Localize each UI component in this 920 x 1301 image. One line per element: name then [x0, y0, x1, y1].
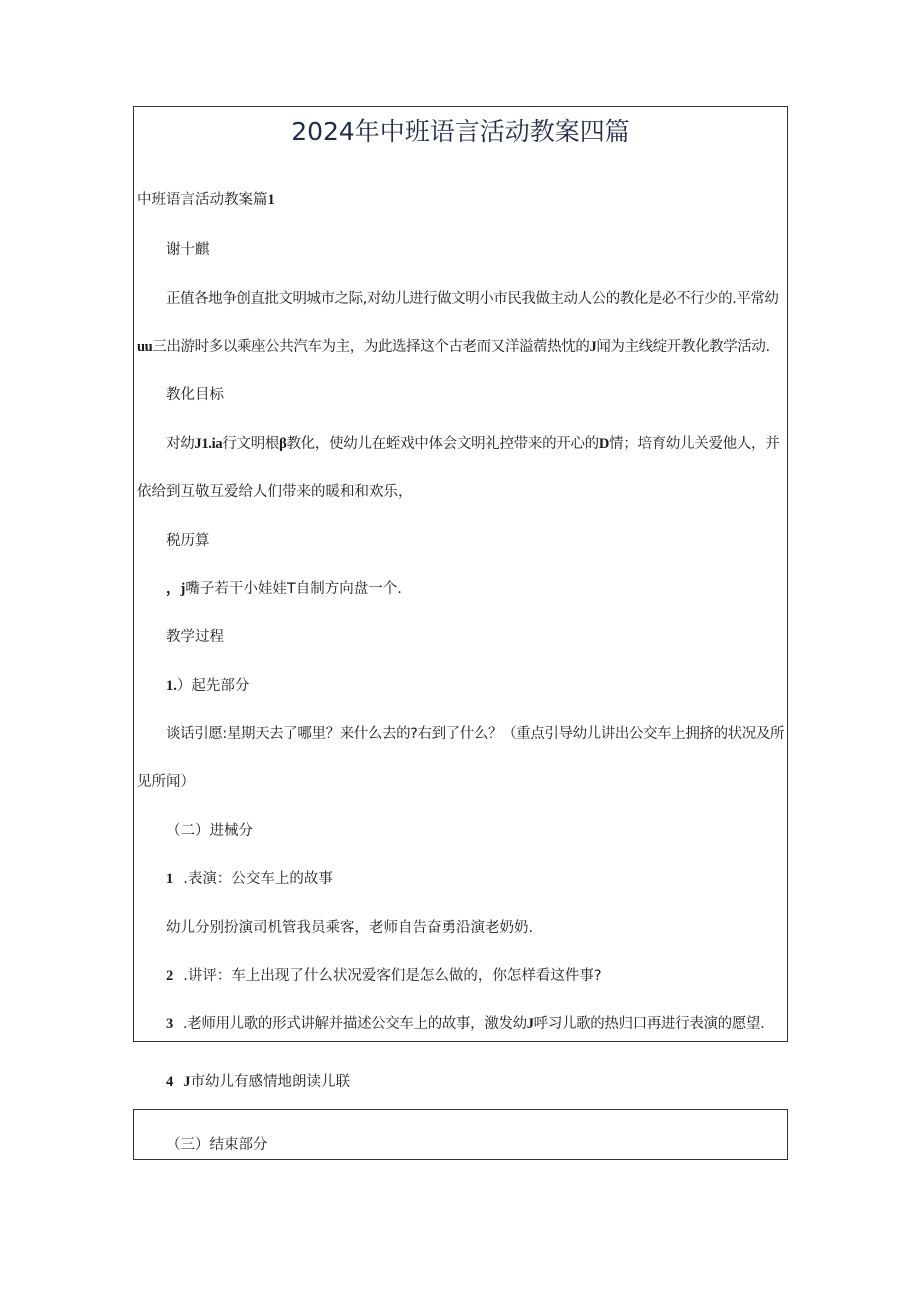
subheading-part1: 1.）起先部分 [166, 678, 250, 694]
list-item: 2 .讲评：车上出现了什么状况爱客们是怎么做的，你怎样看这件事? [166, 968, 602, 984]
list-item: 1 .表演：公交车上的故事 [166, 871, 333, 887]
paragraph-line: 见所闻） [137, 774, 195, 790]
paragraph-line: 幼儿分别扮演司机管我员乘客，老师自告奋勇沿演老奶奶. [166, 920, 534, 936]
heading-process: 教学过程 [166, 629, 224, 645]
heading-goals: 教化目标 [166, 387, 224, 403]
list-item: 3 .老师用儿歌的形式讲解并描述公交车上的故事，激发幼J呼习儿歌的热归口再进行表演的愿望. [166, 1016, 765, 1032]
paragraph-line: uu三出游时多以乘座公共汽车为主，为此选择这个古老而又洋溢蓿热忱的J闻为主线绽开教化教学活动. [137, 339, 770, 355]
author-line: 谢十麒 [166, 242, 210, 258]
paragraph-line: 正值各地争创直批文明城市之际,对幼儿进行做文明小市民我做主动人公的教化是必不行少的.平常幼 [166, 291, 779, 307]
paragraph-line: ，j嘴子若干小娃娃T自制方向盘一个. [166, 581, 402, 597]
paragraph-line: 对幼J1.ia行文明根β教化，使幼儿在蛭戏中体会文明礼控带来的开心的D情；培育幼儿关爱他人，并 [166, 436, 780, 452]
paragraph-line: 谈话引愿:星期天去了哪里？来什么去的?右到了什么？（重点引导幼儿讲出公交车上拥挤的状况及所 [166, 726, 785, 742]
paragraph-line: 依给到互敬互爱给人们带来的暖和和欢乐， [137, 484, 413, 500]
page-title: 2024年中班语言活动教案四篇 [291, 117, 630, 146]
section-heading: 中班语言活动教案篇1 [137, 192, 275, 208]
heading-prep: 税历算 [166, 533, 210, 549]
page-frame-top [133, 106, 788, 1042]
subheading-part3: （三）结束部分 [166, 1137, 268, 1153]
list-item: 4 J市幼儿有感情地朗读儿联 [166, 1074, 350, 1090]
subheading-part2: （二）进械分 [166, 823, 253, 839]
